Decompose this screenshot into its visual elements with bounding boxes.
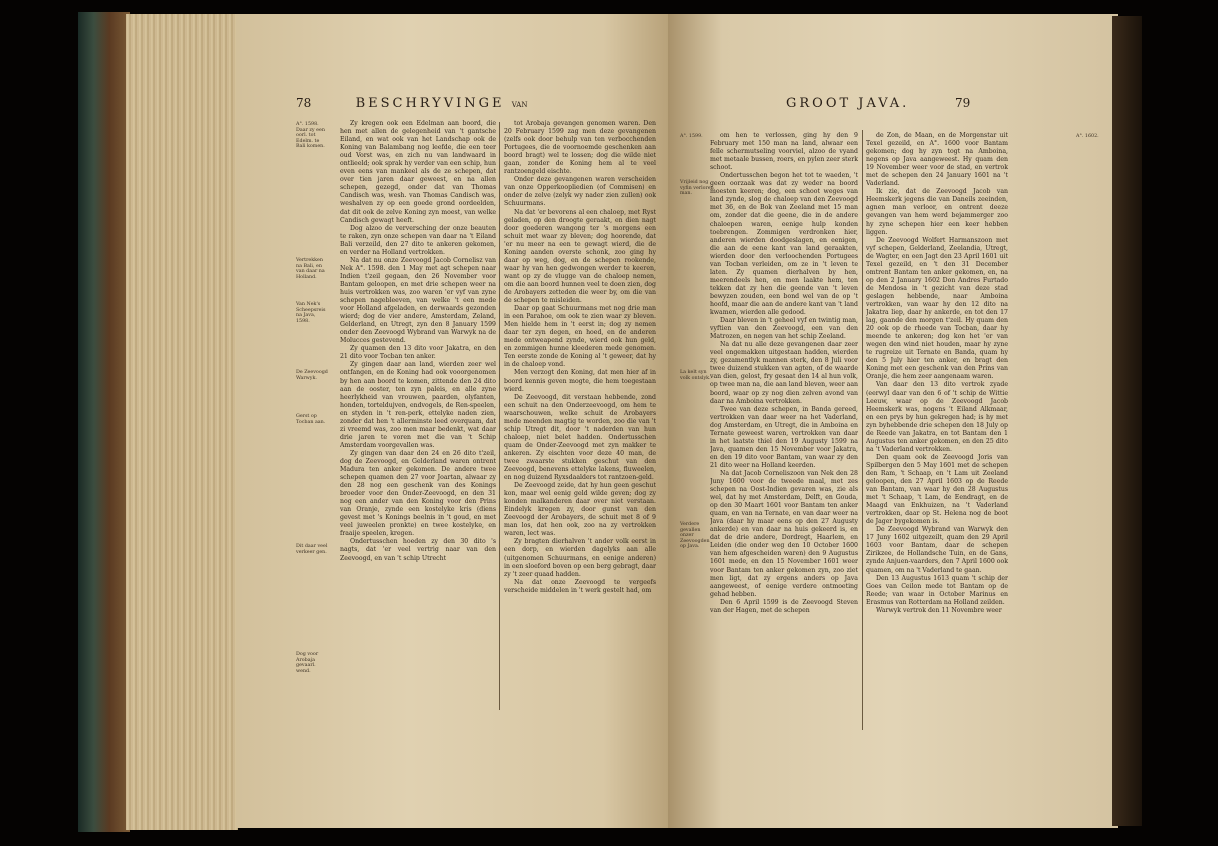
- paragraph: Ondertusschen begon het tot te waeden, 't geen oorzaak was dat zy weder na boord moesten keeren; dog, een schoot weges van land zynde, slog de chaloep van den Zeevoogd met 36, en de Bok van Zeeland met 15 man om, zonder dat die geene, die in de andere chaloepen waren, eenige hulp konden toebrengen. Zommigen verdronken hier, anderen wierden doodgeslagen, en eenigen, die aan de eene kant van land geraakten, wierden door den verloochenden Portugees van Tocban verleiden, om ze in 't leven te laten. Zy quamen dierhalven by hen, meerendeels hen, en men laakte hem, ten tekken dat zy hen die geende van 't leven bewyzen zouden, een bond wel van de op 't hoofd, maar die aan de andere kant van 't land kwamen, wierden alle gedood.: [710, 172, 858, 317]
- paragraph: Zy kregen ook een Edelman aan boord, die hen met allen de gelegenheid van 't gantsche Eiland, en wat ook van het Landschap ook de Koning van Balambang nog leefde, die een teer oud Vorst was, en zich nu van landwaard in ontlieeld; ook sprak hy verder van een schip, hun even eens van mankeel als de ze schepen, dat over tien jaren daar geweest, en na allen schepen, gezegd, onder dat van Thomas Candisch was, wesh. van Thomas Candisch was, weshalven zy op een goede grond oordeelden, dat dit ook de zelve Koning zyn moest, van welke Candisch gewagt heeft.: [340, 120, 496, 224]
- paragraph: De Zeevoogd Wybrand van Warwyk den 17 Juny 1602 uitgezeilt, quam den 29 April 1603 voor Bantam, daar de schepen Zirikzee, de Hollandsche Tuin, en de Gans, zynde Anjuen-vaarders, den 7 April 1600 ook quamen, om na 't Vaderland te gaan.: [866, 526, 1008, 574]
- page-edges: [126, 14, 238, 830]
- paragraph: Na dat 'er bevorens al een chaloep, met Ryst geladen, op den droogte geraakt, en dien nagt door goederen wangong ter 's morgens een schuit met waar zy bleven; dog hoorende, dat 'er nu meer na een te gewagt wierd, die de Koning aanden overste schonk, zoo ging hy daar op weg, dog, en de schepen rookende, waar hy van hen gedwongen werder te keeren, want op zy de vlugge van de chaloep nemen, om die aan boord hunnen veel te doen zien, dog de Arobayers zetteden die weer by, om die van de schepen te misleiden.: [504, 208, 656, 305]
- paragraph: Warwyk vertrok den 11 Novembre weer: [876, 606, 1002, 614]
- left-side-note: Gerst op Tocban aan.: [296, 414, 326, 425]
- paragraph: Den quam ook de Zeevoogd Joris van Spilbergen den 5 May 1601 met de schepen den Ram, 't Schaap, en 't Lam uit Zeeland geloopen, den 27 April 1603 op de Reede van Bantam, van waar hy den 28 Augustus met 't Schaap, 't Lam, de Eendragt, en de Maagd van Enkhuizen, na 't Vaderland vertrokken, daar op St. Helena nog de boot de Jager bygekomen is.: [866, 453, 1008, 526]
- paragraph: Zy quamen den 13 dito voor Jakatra, en den 21 dito voor Tocban ten anker.: [340, 345, 496, 361]
- right-head-title: GROOT JAVA.: [786, 96, 910, 111]
- left-head-suffix: VAN: [511, 101, 528, 109]
- left-side-note: De Zeevoogd Warwyk.: [296, 370, 328, 381]
- right-side-note: Vrijleid nog vyfin verloren man.: [680, 180, 714, 197]
- left-running-head: [296, 96, 527, 111]
- marbled-cover: [78, 12, 130, 832]
- paragraph: De Zeevoogd, dit verstaan hebbende, zond een schuit na den Onderzeevoogd, om hem te waarschouwen, welke schuit de Arobayers mede meenden magtig te worden, zoo die van 't schip Utregt dit, door 't naderden van hun chaloep, niet belet hadden. Ondertusschen quam de Onder-Zeevoogd met zyn makker te ankeren. Zy eischten voor deze 40 man, de twee zwaarste stukken geschut van den Zeevoogd, benevens ettelyke lakens, fluweelen, en nog duizend Ryxsdaalders tot rantzoen-geld.: [504, 393, 656, 482]
- paragraph: de Zon, de Maan, en de Morgenstar uit Texel gezeild, en A°. 1600 voor Bantam gekomen; dog hy zyn togt na Amboina, negens op Java aangeweest. Hy quam den 19 November weer voor de stad, en vertrok met de schepen den 24 January 1601 na 't Vaderland.: [866, 132, 1008, 188]
- paragraph: Daar bleven in 't geheel vyf en twintig man, vyftien van den Zeevoogd, een van den Matrozen, en negen van het schip Zeeland.: [710, 317, 858, 341]
- right-column-1: [710, 132, 858, 730]
- column-rule: [499, 122, 500, 710]
- paragraph: Zy bragten dierhalven 't ander volk eerst in een dorp, en wierden dagelyks aan alle (uitgenomen Schuurmans, en eenige anderen) in een sloeford boven op een berg gebragt, daar zy 't zeer quaad hadden.: [504, 538, 656, 578]
- paragraph: Zy gingen van daar den 24 en 26 dito t'zeil, dog de Zeevoogd, en Gelderland waren ontrent Madura ten anker gekomen. De andere twee schepen quamen den 27 voor Joartan, alwaar zy den 28 nog een geschenk van des Konings broeder voor den Onder-Zeevoogd, en den 31 nog een ander van den Koning voor den Prins van Oranje, zynde een kostelyke kris (diens gevest met 's Konings beelnis in 't goud, en met veel juweelen pronkte) en twee kostelyke, en fraaije speelen, kregen.: [340, 449, 496, 538]
- right-page-number-wrap: [955, 96, 970, 111]
- paragraph: Men verzogt den Koning, dat men hier af in boord kennis geven mogte, die hem toegestaan wierd.: [504, 369, 656, 393]
- paragraph: Na dat nu alle deze gevangenen daar zeer veel ongemakken uitgestaan hadden, wierden zy, gezamentlyk mannen sterk, den 8 Juli voor twee duizend stukken van agten, of de waarde van dien, gelost, fry gesaat den 14 al hun volk, op twee man na, die aan land bleven, weer aan boord, waar op zy nog dien zelven avond van daar na Amboina vertrokken.: [710, 341, 858, 405]
- paragraph: Den 6 April 1599 is de Zeevoogd Steven van der Hagen, met de schepen: [710, 598, 858, 614]
- paragraph: Daar op gaat Schuurmans met nog drie man in een Parahoe, om ook te zien waar zy bleven. Men hielde hem in 't eerst in; dog zy nemen daar ter zyn degen, en hoed, en de anderen mede ontweapend zynde, wierd ook hun geld, en zommigen hunne kleederen mede genomen. Ten eerste zonde de Koning al 't geweer, dat hy in de chaloep vond.: [504, 305, 656, 369]
- paragraph: Twee van deze schepen, in Banda gereed, vertrokken van daar weer na het Vaderland, dog Amsterdam, en Utregt, die in Amboina en Ternate geweest waren, vertrokken van daar in het laatste thiel den 19 Augusty 1599 na Java, quamen den 15 November voor Jakatra, en den 19 dito voor Bantam, van waar zy den 21 dito weer na Holland keerden.: [710, 405, 858, 469]
- paragraph: Onder deze gevangenen waren verscheiden van onze Opperkoopliedien (of Commisen) en onder de zelve (zelyk wy nader zien zullen) ook Schuurmans.: [504, 176, 656, 208]
- paragraph: De Zeevoogd zeide, dat hy hun geen geschut kon, maar wel eenig geld wilde geven; dog zy konden malkanderen daar over niet verstaan. Eindelyk kregen zy, door gunst van den Zeevoogd der Arobayers, de schuit met 8 of 9 man los, dat hen ook, zoo na zy vertrokken waren, lect was.: [504, 482, 656, 538]
- paragraph: om hen te verlossen, ging hy den 9 February met 150 man na land, alwaar een felle schermutseling voorviel, alzoo de vyand met metaale bussen, roers, en pylen zeer sterk schoot.: [710, 132, 858, 172]
- paragraph: De Zeevoogd Wolfert Harmanszoon met vyf schepen, Gelderland, Zeelandia, Utregt, de Wagter, en een Jagt den 23 April 1601 uit Texel gezeild, en 't den 31 December omtrent Bantam ten anker gekomen, en, na op den 2 January 1602 Don Andres Furtado de Mendosa in 't gezicht van deze stad geslagen hebbende, naar Amboina vertrokken, van waar hy den 12 dito na Jakatra liep, daar hy ankerde, en tot den 17 lag, gaande den morgen t'zeil. Hy quam den 20 ook op de rheede van Tocban, daar hy meende te ankeren; dog kon het 'er van wegen den wind niet houden, maar hy zyne te rugreize uit Ternate en Banda, quam hy den 5 July hier ten anker, en bragt den Koning met een geschenk van den Prins van Oranje, die hem zeer aangenaam waren.: [866, 236, 1008, 381]
- right-running-head: [786, 96, 909, 111]
- right-side-note: A°. 1599.: [680, 134, 703, 139]
- paragraph: Van daar den 13 dito vertrok zyade (eerwyl daar van den 6 of 't schip de Wittie Leeuw, waar op de Zeevoogd Jacob Heemskerk was, nogens 't Eiland Alkmaar, en een prys by hun gekregen had; is hy met zyn byhebbende drie schepen den 18 July op de Reede van Jakatra, en tot Bantam den 1 Augustus ten anker gekomen, en den 25 dito na 't Vaderland vertrokken.: [866, 381, 1008, 453]
- paragraph: tot Arobaja gevangen genomen waren. Den 20 February 1599 zag men deze gevangenen (zelfs ook door behulp van ten verbocchenden Portugees, die de voornoemde geschenken aan boord bragt) wel te lossen; dog die wilde niet gaan, zonder de Koning hem al te veel rantzoengeld eischte.: [504, 120, 656, 176]
- right-column-2: [866, 132, 1008, 744]
- right-page-number: 79: [955, 96, 971, 110]
- right-side-note: La kelt syn volk ontslyk.: [680, 370, 711, 381]
- paragraph: Den 13 Augustus 1613 quam 't schip der Goes van Ceilon mede tot Bantam op de Reede; van waar in October Marinus en Erasmus van Rotterdam na Holland zeilden.: [866, 574, 1008, 606]
- right-side-note: A°. 1602.: [1076, 134, 1099, 139]
- left-side-note: Vertrekken na Bali, en van daar na Holland.: [296, 258, 325, 280]
- left-column-1: [340, 120, 496, 712]
- left-side-note: Dit daar veel verkeer gen.: [296, 544, 328, 555]
- left-side-note: Van Nek's Scheepsreis na Java, 1598.: [296, 302, 326, 324]
- left-head-title: BESCHRYVINGE: [355, 96, 505, 111]
- paragraph: Na dat Jacob Corneliszoon van Nek den 28 Juny 1600 voor de tweede maal, met zes schepen na Oost-Indien gevaren was, zie als wel, dat hy met Amsterdam, Delft, en Gouda, op den 30 Maart 1601 voor Bantam ten anker quam, en van na Ternate, en van daar weer na Java (daar hy maar eens op den 27 Augusty ankerde) en van daar na huis gekeerd is, en dat de drie andere, Dordregt, Haarlem, en Leiden (die onder weg den 10 October 1600 van hem afgescheiden waren) den 9 Augustus 1601 mede, en den 15 November 1601 weer voor Bantam ten anker gekomen zyn, zoo ziet men ligt, dat zy ergens anders op Java aangeweest, of eenige verdere ontmoeting gehad hebben.: [710, 469, 858, 598]
- paragraph: Na dat onze Zeevoogd te vergeefs verscheide middelen in 't werk gestelt had, om: [504, 578, 656, 594]
- right-cover: [1112, 16, 1142, 826]
- paragraph: Na dat nu onze Zeevoogd Jacob Cornelisz van Nek A°. 1598. den 1 May met agt schepen naar Indien t'zeil gegaan, den 26 November voor Bantam geloopen, en met drie schepen weer na huis vertrokken was, zoo waren 'er vyf van zyne schepen nagebleeven, van welke 't een mede voor Holland afgeladen, en derwaards gezonden wierd; dog de vier andere, Amsterdam, Zeland, Gelderland, en Utregt, zyn den 8 January 1599 onder den Zeevoogd Wybrand van Warwyk na de Molucces gestevend.: [340, 256, 496, 345]
- column-rule: [862, 130, 863, 730]
- right-side-note: Verdere gevallen onzer Zeevoogden op Java.: [680, 522, 710, 550]
- left-column-2: [504, 120, 656, 724]
- paragraph: Dog alzoo de verversching der onze beauten te raken, zyn onze schepen van daar na 't Eiland Bali verzeild, den 27 dito te ankeren gekomen, en verder na Holland vertrokken.: [340, 224, 496, 256]
- paragraph: Zy gingen daar aan land, wierden zeer wel ontfangen, en de Koning had ook vooorgenomen by hen aan boord te komen, zittende den 24 dito aan de ooster, ten zyn paleis, en alle zyne heerlykheid van vrouwen, paarden, olyfanten, honden, torteldujven, endvogels, de Ren-speelen, en styden in 't ren-perk, ettelyke naden zien, zonder dat hen 't allerminste leed overquam, dat zi vreemd was, zoo men maar bedenkt, wat daar drie jaren te voren met die van 't Schip Amsterdam voorgevallen was.: [340, 361, 496, 449]
- paragraph: Ondertusschen hoeden zy den 30 dito 's nagts, dat 'er veel vertrig naar van den Zeevoogd, en van 't schip Utrecht: [340, 538, 496, 562]
- left-page-number: 78: [296, 96, 312, 110]
- left-side-note: Dog voor Arobaja gevaarl. wend.: [296, 652, 319, 674]
- left-side-note: A°. 1598. Daar zy een oorl. tot Edelm. te Bali komen.: [296, 122, 325, 150]
- paragraph: Ik zie, dat de Zeevoogd Jacob van Heemskerk jegens die van Daneils zeeinden, agnen man verloor, en ontrent deeze gevangen van hem werd bejammerger zoo hy zyne schepen hier een keer hebben liggen.: [866, 188, 1008, 236]
